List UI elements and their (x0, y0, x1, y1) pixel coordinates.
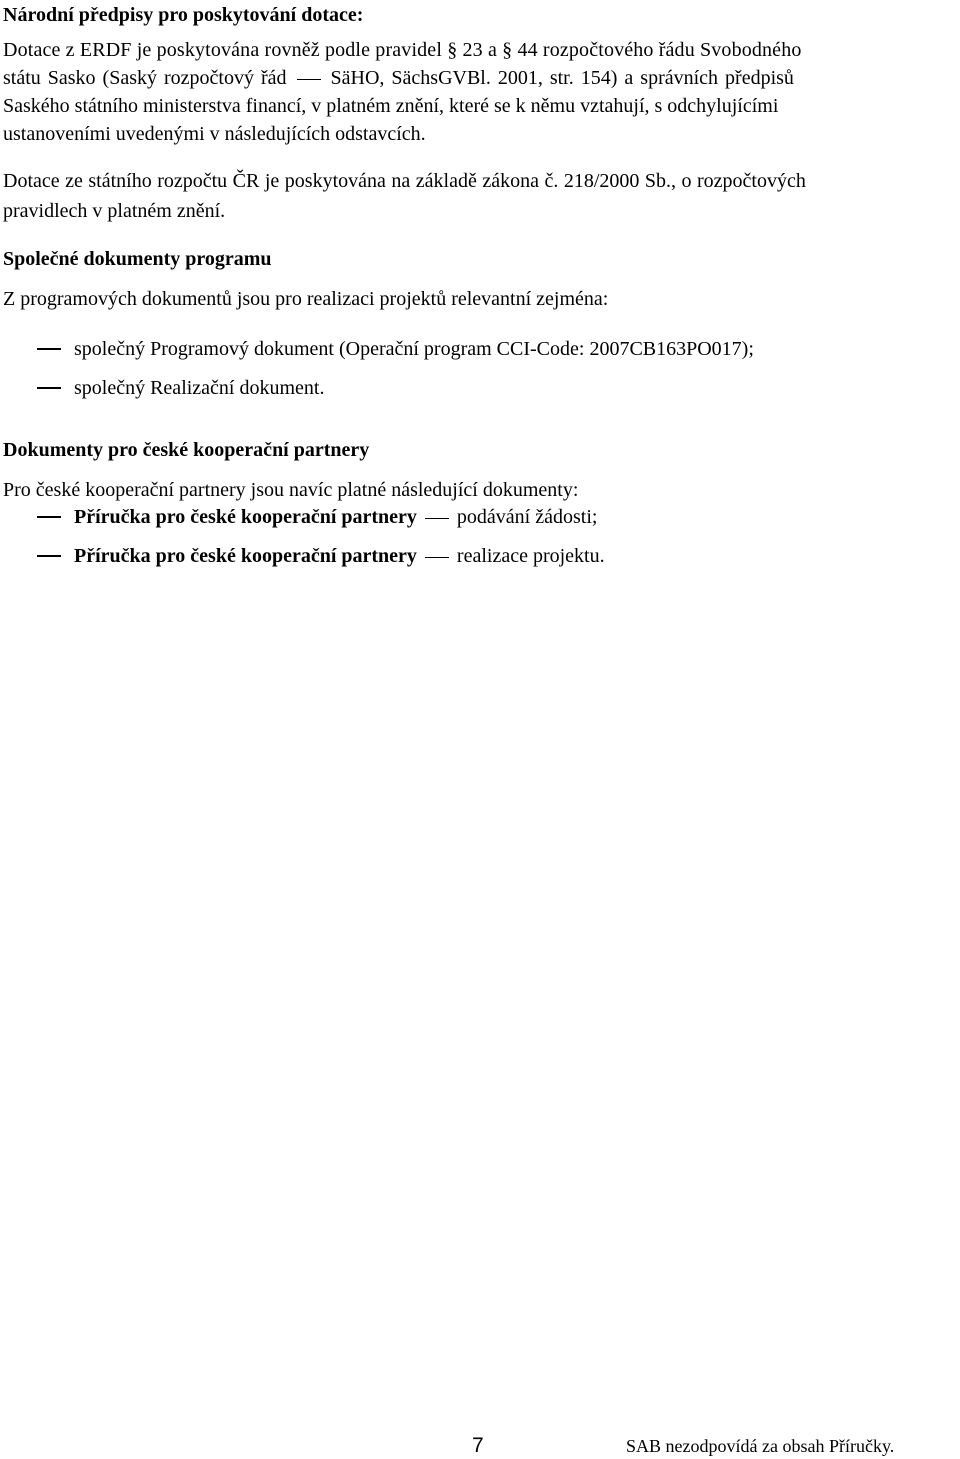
list-item-text: společný Realizační dokument. (74, 377, 325, 399)
list-item-text: podávání žádosti; (456, 506, 598, 528)
paragraph-erdf-line-1-part-1: Dotace z ERDF je poskytována rovněž podle pravidel (3, 39, 443, 61)
list-item-term: Příručka pro české kooperační partnery (74, 506, 417, 528)
paragraph-state-budget-line-1: Dotace ze státního rozpočtu ČR je poskytována na základě zákona č. 218/2000 Sb., o rozpočtových (3, 170, 806, 192)
paragraph-erdf-line-3: Saského státního ministerstva financí, v platném znění, které se k němu vztahují, s odchylujícími (3, 95, 779, 117)
dash-list (3, 503, 958, 570)
paragraph-erdf-line-2 (3, 64, 958, 92)
dash-bullet-icon (37, 387, 61, 389)
paragraph-czech-intro (3, 476, 958, 504)
dash-bullet-icon (37, 348, 61, 350)
list-item (3, 335, 958, 365)
dash-separator (297, 79, 321, 81)
section-sign-icon: § (502, 39, 513, 61)
list-item-text: realizace projektu. (456, 545, 605, 567)
dash-bullet-icon (37, 516, 61, 518)
dash-bullet-icon (37, 555, 61, 557)
list-item-term: Příručka pro české kooperační partnery (74, 545, 417, 567)
section-sign-icon: § (447, 39, 458, 61)
paragraph-common-intro (3, 285, 958, 313)
dash-separator (425, 557, 449, 559)
list-common-documents (3, 335, 958, 402)
paragraph-erdf-line-4: ustanoveními uvedenými v následujících odstavcích. (3, 123, 426, 145)
czech-intro-text: Pro české kooperační partnery jsou navíc platné následující dokumenty: (3, 479, 579, 501)
paragraph-erdf-line-1 (3, 36, 958, 64)
section-czech-partners (3, 437, 958, 463)
paragraph-erdf-line-1-part-3: 44 rozpočtového řádu Svobodného (517, 39, 802, 61)
dash-separator (425, 518, 449, 520)
paragraph-state-budget-line-2: pravidlech v platném znění. (3, 200, 226, 222)
paragraph-erdf-line-1-part-2: 23 a (462, 39, 497, 61)
paragraph-erdf-line-2-part-2: SäHO, SächsGVBl. 2001, str. 154) a správních předpisů (330, 67, 794, 89)
section-common-documents (3, 246, 958, 272)
list-czech-documents (3, 503, 958, 570)
section-heading-common: Společné dokumenty programu (3, 248, 272, 270)
list-item (3, 542, 958, 570)
paragraph-erdf (3, 36, 958, 148)
list-item-text: společný Programový dokument (Operační program CCI-Code: 2007CB163PO017); (74, 338, 754, 360)
section-heading-national: Národní předpisy pro poskytování dotace: (3, 4, 364, 26)
page-number: 7 (472, 1434, 484, 1457)
dash-list (3, 335, 958, 402)
list-item (3, 374, 958, 402)
list-item (3, 503, 958, 531)
paragraph-erdf-line-2-part-1: státu Sasko (Saský rozpočtový řád (3, 67, 287, 89)
paragraph-state-budget (3, 167, 958, 225)
section-heading-czech: Dokumenty pro české kooperační partnery (3, 439, 370, 461)
common-intro-text: Z programových dokumentů jsou pro realizaci projektů relevantní zejména: (3, 288, 609, 310)
section-national-regulations (3, 2, 958, 28)
footer-disclaimer: SAB nezodpovídá za obsah Příručky. (626, 1436, 895, 1456)
